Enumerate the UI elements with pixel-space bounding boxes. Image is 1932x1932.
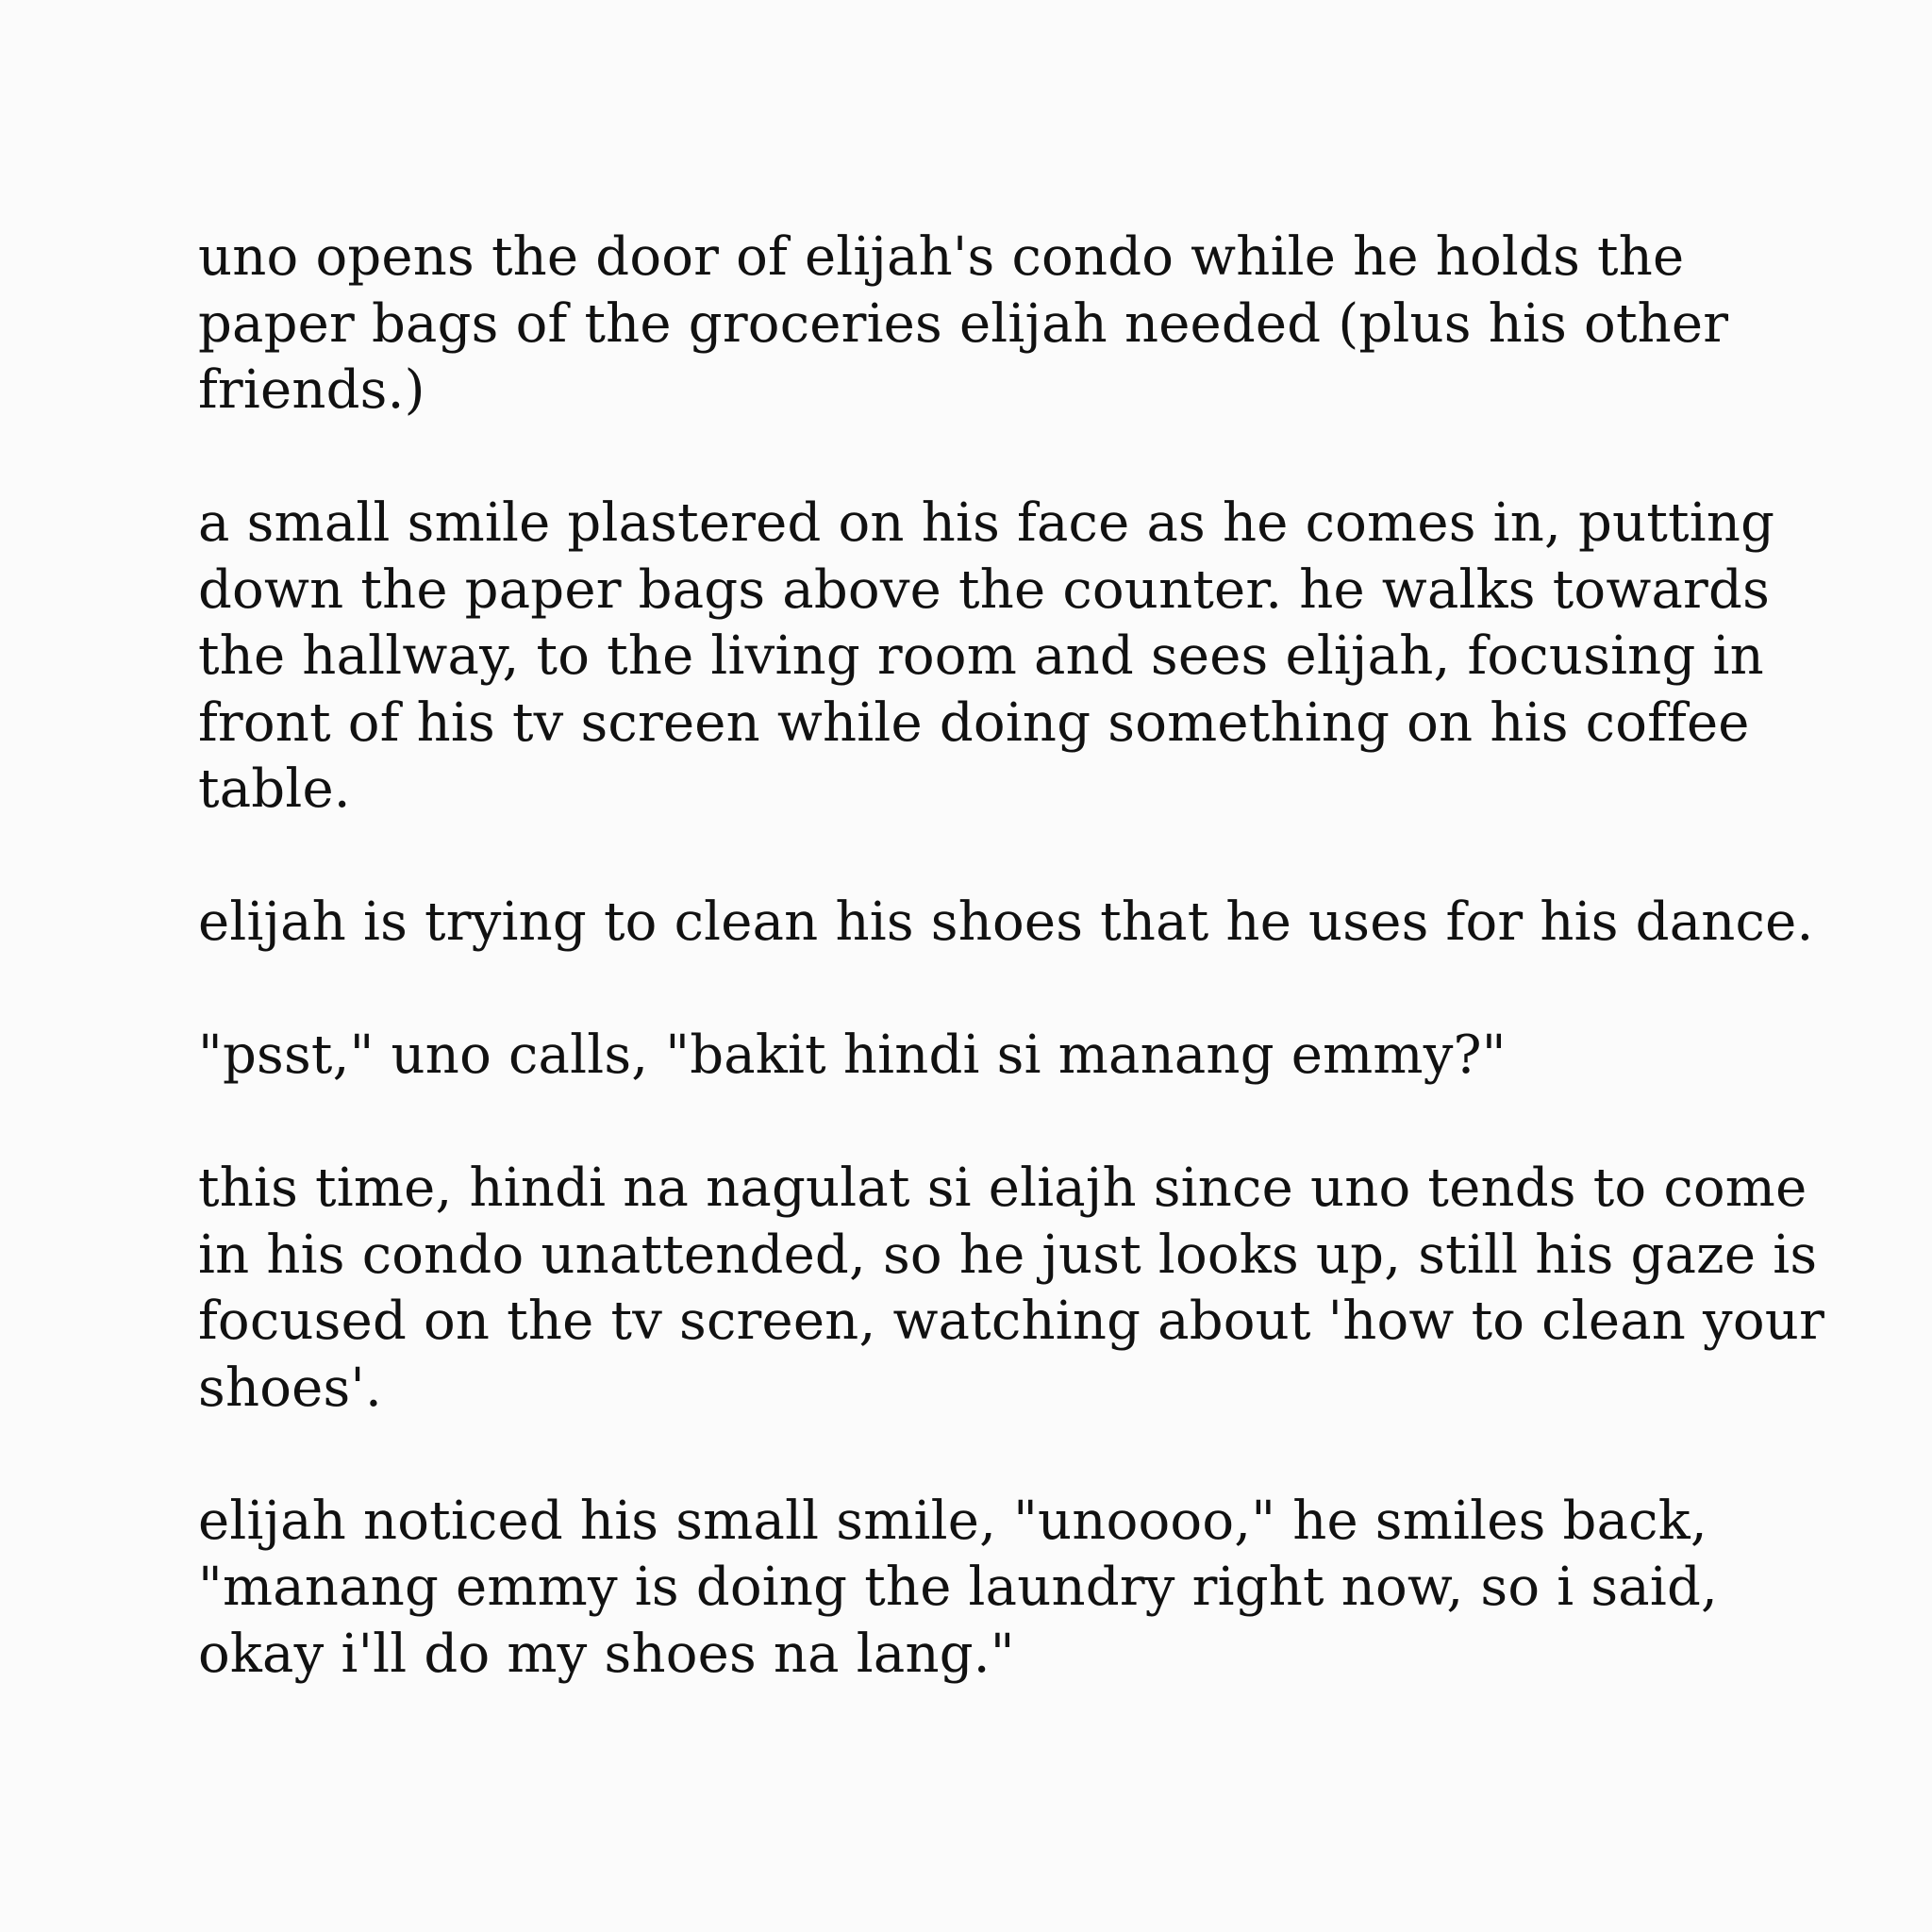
text-line: down the paper bags above the counter. he walks towards — [198, 558, 1771, 621]
paragraph-spacer — [198, 824, 1745, 891]
paragraph-spacer — [198, 1422, 1745, 1489]
paragraph-spacer — [198, 1090, 1745, 1157]
text-line: "manang emmy is doing the laundry right now, so i said, — [198, 1557, 1719, 1618]
paragraph-spacer — [198, 957, 1745, 1024]
text-line: in his condo unattended, so he just looks up, still his gaze is — [198, 1224, 1818, 1286]
text-line: front of his tv screen while doing something on his coffee — [198, 691, 1750, 754]
text-line: focused on the tv screen, watching about 'how to clean your — [198, 1291, 1825, 1352]
text-line: friends.) — [198, 359, 425, 421]
text-line: uno opens the door of elijah's condo while he holds the — [198, 226, 1685, 288]
text-line: table. — [198, 758, 351, 820]
paragraph — [198, 1023, 1745, 1090]
paragraph — [198, 1489, 1745, 1689]
text-line: this time, hindi na nagulat si eliajh since uno tends to come — [198, 1158, 1807, 1219]
paragraph-spacer — [198, 425, 1745, 491]
story-text — [198, 225, 1825, 1688]
paragraph — [198, 890, 1814, 957]
paragraph — [198, 225, 1745, 425]
text-line: shoes'. — [198, 1357, 382, 1419]
text-line: elijah noticed his small smile, "unoooo," he smiles back, — [198, 1490, 1707, 1552]
text-line: "psst," uno calls, "bakit hindi si manang emmy?" — [198, 1024, 1507, 1086]
paragraph — [198, 491, 1775, 824]
text-line: a small smile plastered on his face as he comes in, putting — [198, 492, 1775, 554]
text-line: paper bags of the groceries elijah needed (plus his other — [198, 292, 1729, 355]
text-line: the hallway, to the living room and sees elijah, focusing in — [198, 625, 1764, 687]
text-line: elijah is trying to clean his shoes that he uses for his dance. — [198, 891, 1814, 953]
text-line: okay i'll do my shoes na lang." — [198, 1623, 1015, 1685]
paragraph — [198, 1156, 1825, 1422]
